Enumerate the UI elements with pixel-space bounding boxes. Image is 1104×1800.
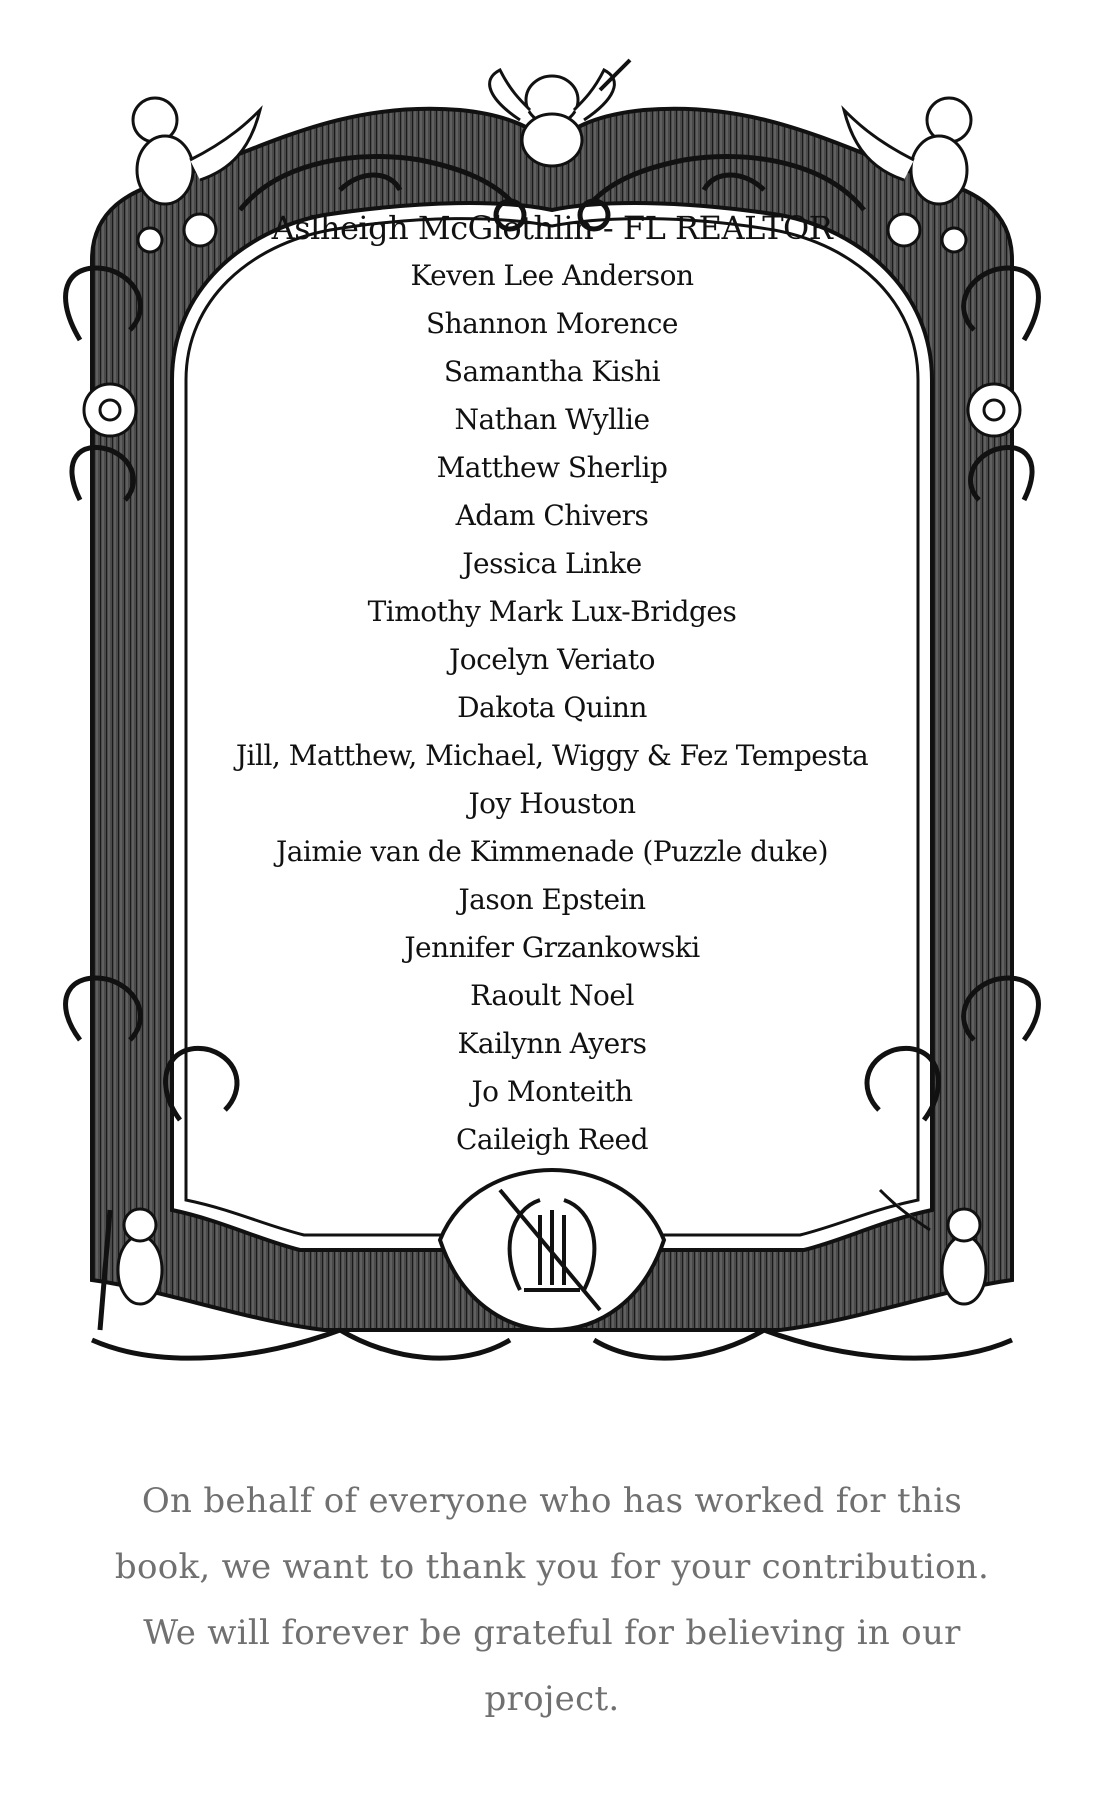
- contributor-list: [180, 204, 924, 1164]
- contributor-name: Adam Chivers: [455, 499, 649, 532]
- contributor-name: Matthew Sherlip: [436, 451, 668, 484]
- contributor-name: Dakota Quinn: [457, 691, 647, 724]
- contributor-name: Jill, Matthew, Michael, Wiggy & Fez Tempesta: [235, 739, 869, 772]
- contributor-name: Samantha Kishi: [443, 355, 661, 388]
- contributor-name: Keven Lee Anderson: [410, 259, 694, 292]
- contributor-name: Jo Monteith: [471, 1075, 633, 1108]
- contributor-name: Shannon Morence: [425, 307, 679, 340]
- contributor-name: Jaimie van de Kimmenade (Puzzle duke): [276, 835, 828, 868]
- contributor-name: Kailynn Ayers: [457, 1027, 647, 1060]
- thank-you-message: On behalf of everyone who has worked for this book, we want to thank you for your contribution. We will forever be grateful for believing in our project.: [114, 1481, 990, 1719]
- base-flourish: [92, 1330, 1012, 1358]
- contributor-name: Jason Epstein: [458, 883, 646, 916]
- contributor-name: Jessica Linke: [462, 547, 642, 580]
- contributor-name: Nathan Wyllie: [454, 403, 650, 436]
- contributor-name: Aslheigh McGlothlin - FL REALTOR: [271, 209, 833, 247]
- contributor-name: Timothy Mark Lux-Bridges: [367, 595, 737, 628]
- contributor-name: Caileigh Reed: [455, 1123, 649, 1156]
- contributor-name: Joy Houston: [468, 787, 636, 820]
- contributor-name: Jocelyn Veriato: [449, 643, 655, 676]
- contributor-name: Raoult Noel: [470, 979, 634, 1012]
- contributor-name: Jennifer Grzankowski: [404, 931, 700, 964]
